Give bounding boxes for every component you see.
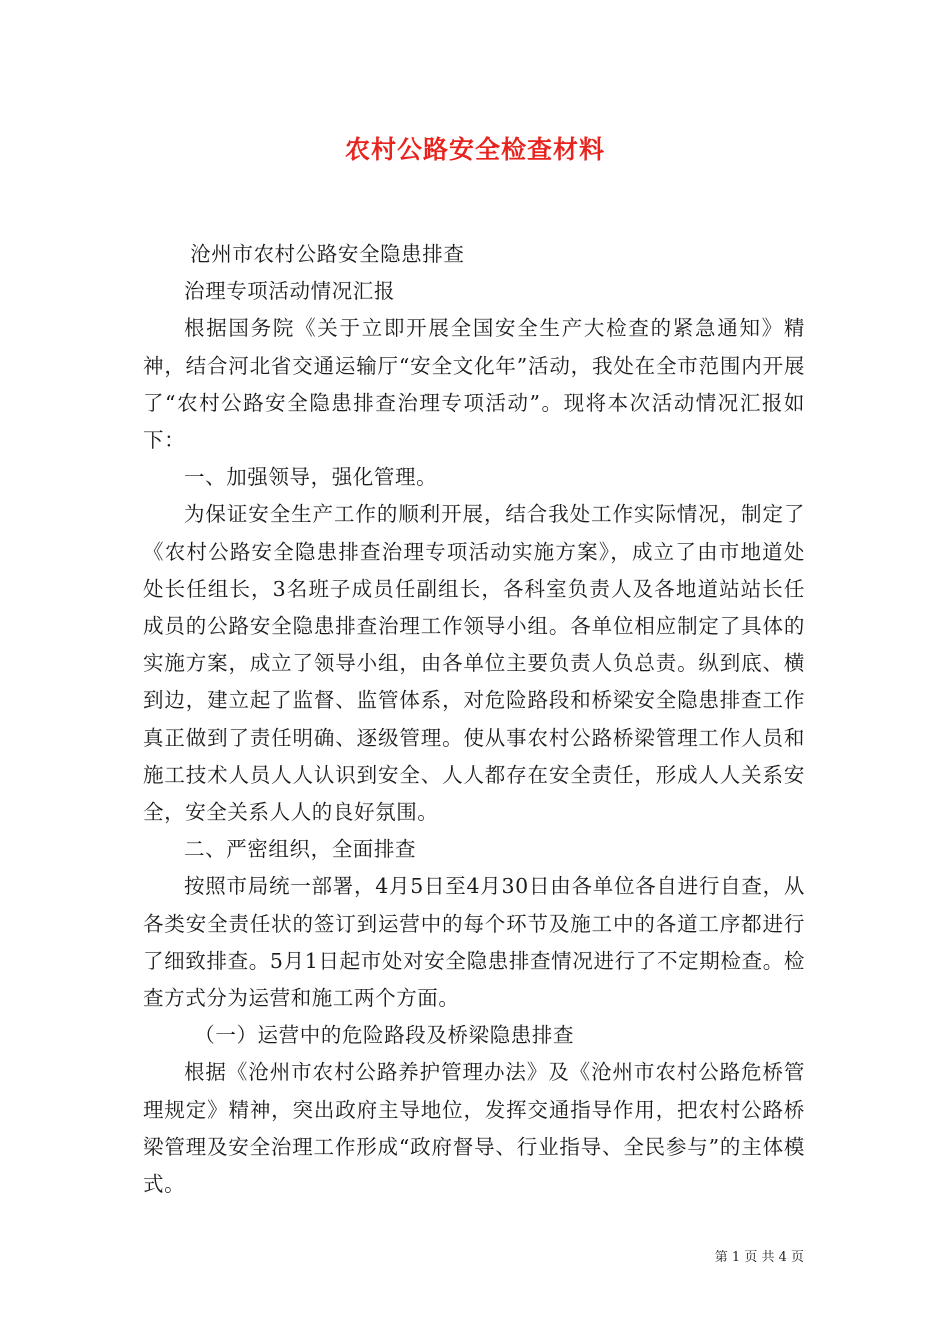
page-number-footer: 第 1 页 共 4 页 bbox=[714, 1250, 804, 1265]
document-body bbox=[143, 236, 805, 1203]
document-title: 农村公路安全检查材料 bbox=[344, 135, 605, 164]
section-heading-1: 一、加强领导，强化管理。 bbox=[184, 465, 438, 490]
section-2-paragraph: 按照市局统一部署，4月5日至4月30日由各单位各自进行自查，从各类安全责任状的签订到运营中的每个环节及施工中的各道工序都进行了细致排查。5月1日起市处对安全隐患排查情况进行了不定期检查。检查方式分为运营和施工两个方面。 bbox=[143, 874, 805, 1011]
subsection-heading-1: （一）运营中的危险路段及桥梁隐患排查 bbox=[194, 1023, 575, 1048]
subsection-1-paragraph: 根据《沧州市农村公路养护管理办法》及《沧州市农村公路危桥管理规定》精神，突出政府主导地位，发挥交通指导作用，把农村公路桥梁管理及安全治理工作形成“政府督导、行业指导、全民参与”的主体模式。 bbox=[143, 1060, 805, 1197]
intro-paragraph: 根据国务院《关于立即开展全国安全生产大检查的紧急通知》精神，结合河北省交通运输厅“安全文化年”活动，我处在全市范围内开展了“农村公路安全隐患排查治理专项活动”。现将本次活动情况汇报如下： bbox=[143, 316, 805, 453]
subtitle-line-1: 沧州市农村公路安全隐患排查 bbox=[190, 242, 465, 266]
subtitle-line-2: 治理专项活动情况汇报 bbox=[184, 279, 395, 304]
section-heading-2: 二、严密组织，全面排查 bbox=[184, 837, 417, 862]
section-1-paragraph: 为保证安全生产工作的顺利开展，结合我处工作实际情况，制定了《农村公路安全隐患排查治理专项活动实施方案》，成立了由市地道处处长任组长，3名班子成员任副组长，各科室负责人及各地道站站长任成员的公路安全隐患排查治理工作领导小组。各单位相应制定了具体的实施方案，成立了领导小组，由各单位主要负责人负总责。纵到底、横到边，建立起了监督、监管体系，对危险路段和桥梁安全隐患排查工作真正做到了责任明确、逐级管理。使从事农村公路桥梁管理工作人员和施工技术人员人人认识到安全、人人都存在安全责任，形成人人关系安全，安全关系人人的良好氛围。 bbox=[143, 502, 805, 825]
